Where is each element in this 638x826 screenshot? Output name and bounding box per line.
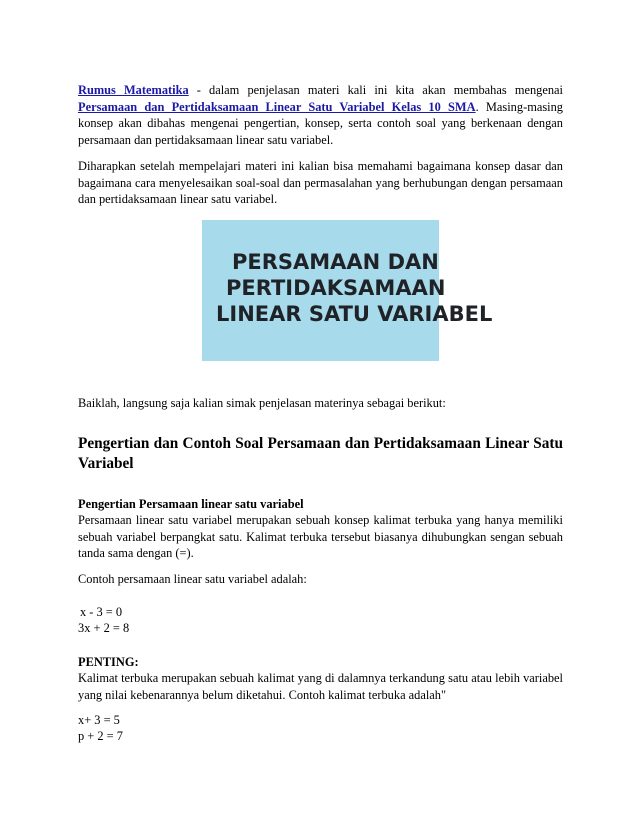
subheading: Pengertian Persamaan linear satu variabel (78, 497, 304, 511)
open-sentence-example: x+ 3 = 5 (78, 713, 120, 727)
banner-line-2: PERTIDAKSAMAAN (226, 276, 446, 300)
definition-paragraph: Persamaan linear satu variabel merupakan sebuah konsep kalimat terbuka yang hanya memiliki sebuah variabel berpangkat satu. Kalimat terbuka tersebut biasanya dihubungkan sengan sebuah tanda sama dengan (=). (78, 513, 563, 560)
section-heading: Pengertian dan Contoh Soal Persamaan dan Pertidaksamaan Linear Satu Variabel (78, 435, 563, 472)
intro-text-1: - dalam penjelasan materi kali ini kita akan membahas mengenai (188, 83, 563, 97)
equation-example: x - 3 = 0 (80, 605, 123, 619)
equation-example: 3x + 2 = 8 (78, 621, 130, 635)
intro-paragraph (78, 82, 563, 148)
article-title-link[interactable]: Persamaan dan Pertidaksamaan Linear Satu Variabel Kelas 10 SMA (78, 99, 476, 114)
banner-line-3: LINEAR SATU VARIABEL (216, 302, 493, 326)
rumus-matematika-link[interactable]: Rumus Matematika (78, 83, 189, 97)
example-intro: Contoh persamaan linear satu variabel adalah: (78, 572, 307, 586)
lead-in-paragraph: Baiklah, langsung saja kalian simak penjelasan materinya sebagai berikut: (78, 396, 446, 410)
intro-text-2: . Masing-masing konsep akan dibahas mengenai pengertian, konsep, serta contoh soal yang berkenaan dengan persamaan dan pertidaksamaan linear satu variabel. (78, 99, 563, 147)
open-sentence-example: p + 2 = 7 (78, 729, 123, 743)
goal-paragraph: Diharapkan setelah mempelajari materi ini kalian bisa memahami bagaimana konsep dasar dan bagaimana cara menyelesaikan soal-soal dan permasalahan yang berhubungan dengan persamaan dan pertidaksamaan linear satu variabel. (78, 159, 563, 206)
title-banner-image (202, 220, 493, 361)
banner-line-1: PERSAMAAN DAN (232, 250, 439, 274)
penting-label: PENTING: (78, 655, 139, 669)
penting-paragraph: Kalimat terbuka merupakan sebuah kalimat yang di dalamnya terkandung satu atau lebih variabel yang nilai kebenarannya belum diketahui. Contoh kalimat terbuka adalah" (78, 671, 563, 702)
